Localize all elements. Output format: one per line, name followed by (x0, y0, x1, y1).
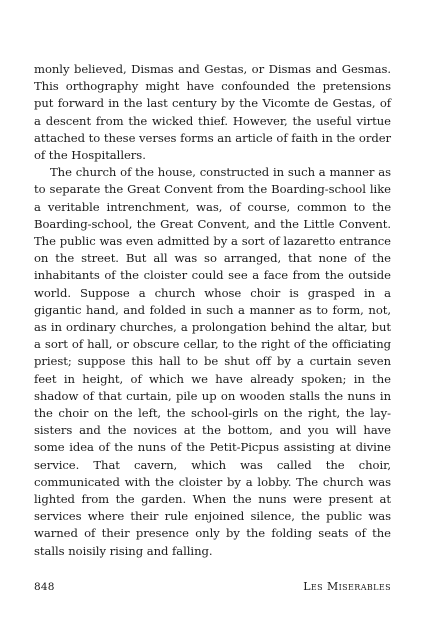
paragraph-church-description: The church of the house, constructed in such a manner as to separate the Great Convent from the Boarding-school like a veritable intrenchment, was, of course, common to the Boarding-school, the Great Convent, and the Little Convent. The public was even admitted by a sort of lazaretto entrance on the street. But all was so arranged, that none of the inhabitants of the cloister could see a face from the outside world. Suppose a church whose choir is grasped in a gigantic hand, and folded in such a manner as to form, not, as in ordinary churches, a prolongation behind the altar, but a sort of hall, or obscure cellar, to the right of the officiating priest; suppose this hall to be shut off by a curtain seven feet in height, of which we have already spoken; in the shadow of that curtain, pile up on wooden stalls the nuns in the choir on the left, the school-girls on the right, the lay-sisters and the novices at the bottom, and you will have some idea of the nuns of the Petit-Picpus assisting at divine service. That cavern, which was called the choir, communicated with the cloister by a lobby. The church was lighted from the garden. When the nuns were present at services where their rule enjoined silence, the public was warned of their presence only by the folding seats of the stalls noisily rising and falling. (34, 165, 391, 558)
book-page (34, 61, 391, 621)
paragraph-continuation: monly believed, Dismas and Gestas, or Dismas and Gesmas. This orthography might have confounded the pretensions put forward in the last century by the Vicomte de Gestas, of a descent from the wicked thief. However, the useful virtue attached to these verses forms an article of faith in the order of the Hospitallers. (34, 62, 391, 163)
body-text (34, 61, 391, 560)
running-title: Les Miserables (303, 580, 391, 593)
page-number: 848 (34, 581, 55, 593)
page-footer (34, 580, 391, 593)
